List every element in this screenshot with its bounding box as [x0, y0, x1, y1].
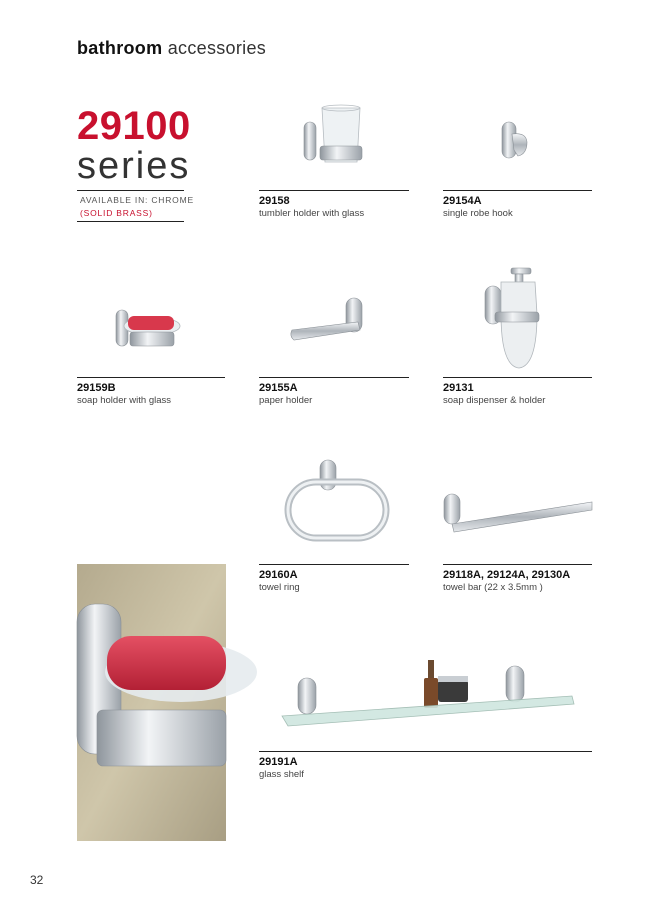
product-code: 29160A: [259, 569, 298, 581]
availability-label: AVAILABLE IN: CHROME: [80, 195, 194, 205]
towel-ring-image: [282, 458, 392, 544]
series-word: series: [77, 145, 191, 187]
divider: [77, 190, 184, 191]
product-code: 29155A: [259, 382, 298, 394]
divider: [443, 377, 592, 378]
divider: [259, 377, 409, 378]
product-description: single robe hook: [443, 208, 513, 219]
paper-holder-image: [288, 296, 372, 344]
product-code: 29154A: [443, 195, 482, 207]
product-description: soap holder with glass: [77, 395, 171, 406]
divider: [77, 221, 184, 222]
product-description: paper holder: [259, 395, 313, 406]
glass-shelf-image: [280, 656, 576, 734]
product-description: tumbler holder with glass: [259, 208, 365, 219]
divider: [259, 564, 409, 565]
tumbler-holder-image: [300, 102, 370, 177]
page-header: [77, 38, 266, 59]
divider: [259, 751, 592, 752]
product-code: 29159B: [77, 382, 116, 394]
divider: [259, 190, 409, 191]
soap-holder-image: [114, 306, 182, 354]
divider: [443, 564, 592, 565]
page-number: 32: [30, 873, 44, 887]
robe-hook-image: [500, 120, 530, 162]
divider: [77, 377, 225, 378]
product-description: glass shelf: [259, 769, 304, 780]
product-code: 29158: [259, 195, 290, 207]
soap-dispenser-image: [483, 266, 543, 374]
material-label: (SOLID BRASS): [80, 208, 153, 218]
product-description: soap dispenser & holder: [443, 395, 546, 406]
product-code: 29131: [443, 382, 474, 394]
towel-bar-image: [442, 490, 594, 538]
series-number: 29100: [77, 104, 191, 148]
divider: [443, 190, 592, 191]
header-bold: bathroom: [77, 38, 163, 58]
product-code: 29191A: [259, 756, 298, 768]
product-description: towel bar (22 x 3.5mm ): [443, 582, 543, 593]
product-description: towel ring: [259, 582, 300, 593]
header-light: accessories: [167, 38, 267, 58]
soap-closeup-photo: [77, 564, 226, 841]
product-code: 29118A, 29124A, 29130A: [443, 569, 571, 581]
